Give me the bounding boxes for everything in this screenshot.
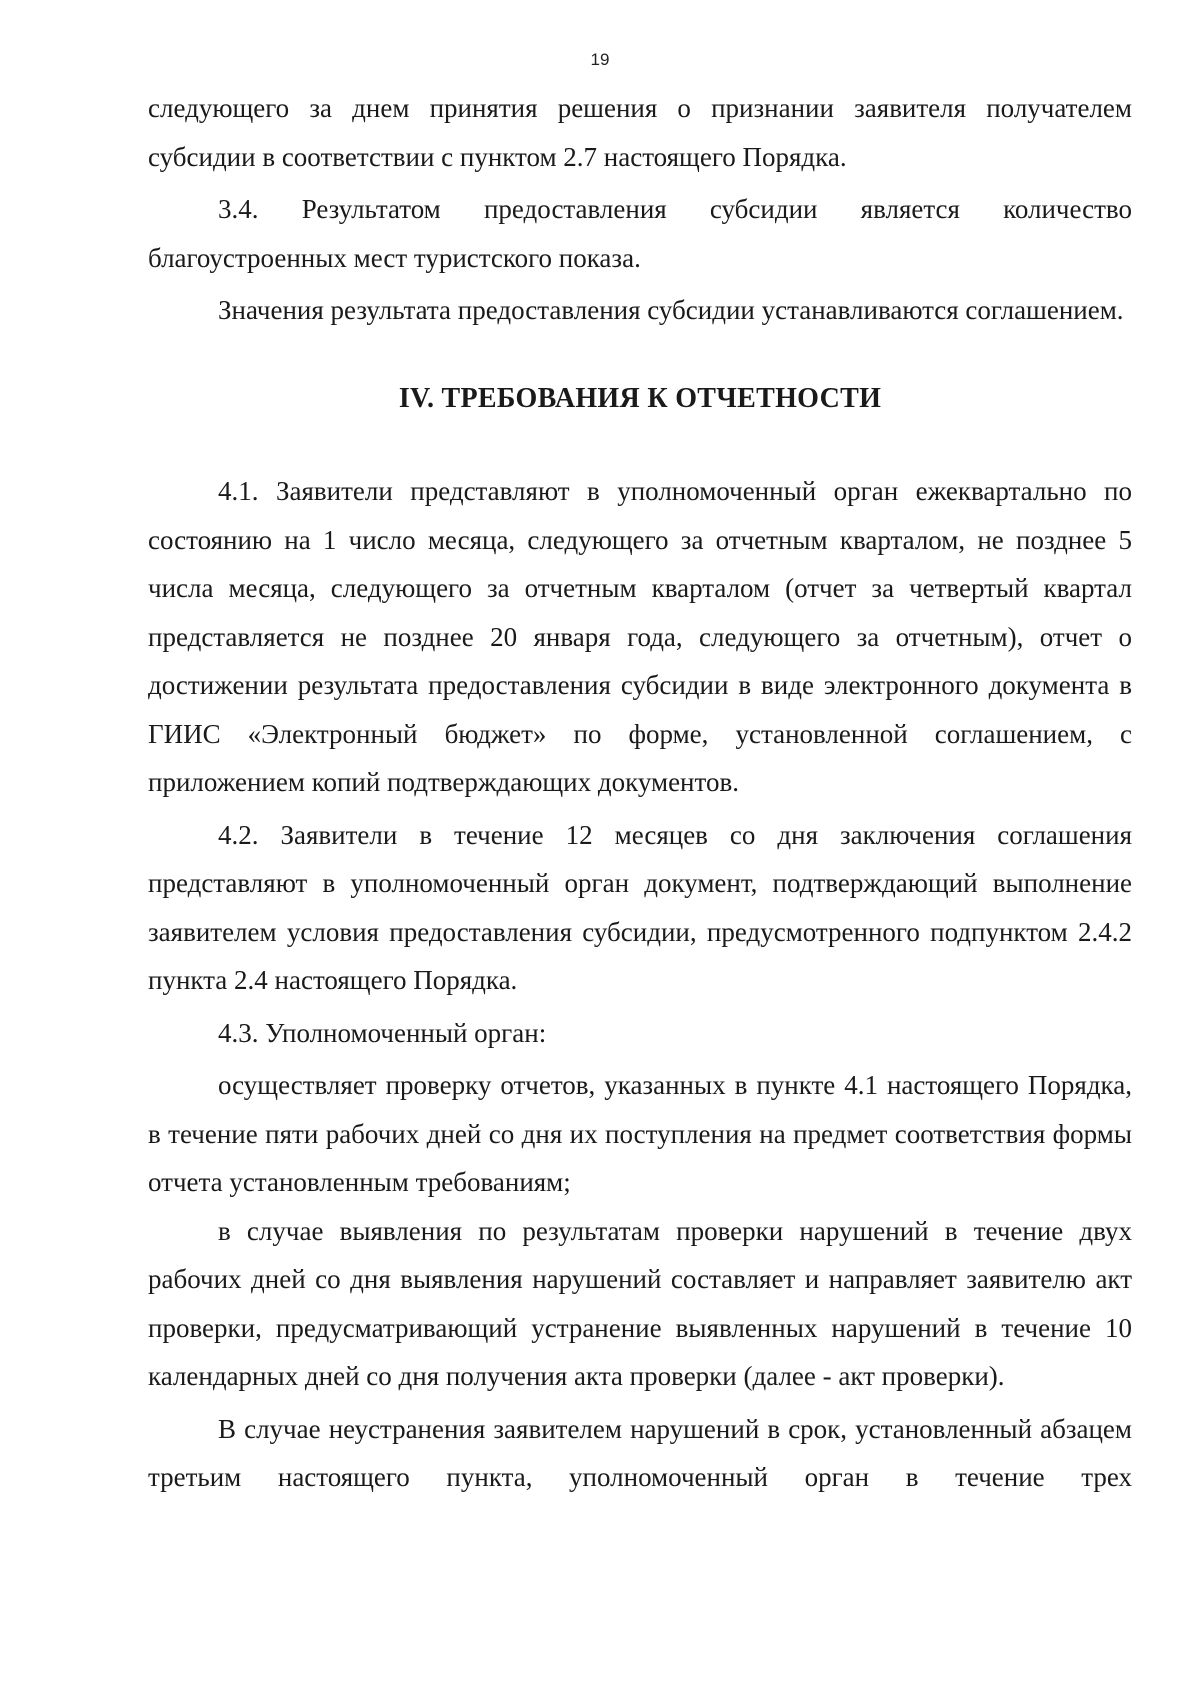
page-number: 19 <box>590 50 610 69</box>
paragraph-violations: в случае выявления по результатам проверки нарушений в течение двух рабочих дней со дня выявления нарушений составляет и направляет заявителю акт проверки, предусматривающий устранение выявленных нарушений в течение 10 календарных дней со дня получения акта проверки (далее - акт проверки). <box>148 1215 1132 1391</box>
document-body <box>148 84 1132 1502</box>
paragraph-continuation: следующего за днем принятия решения о признании заявителя получателем субсидии в соответствии с пунктом 2.7 настоящего Порядка. <box>148 93 1132 172</box>
paragraph-result-values: Значения результата предоставления субсидии устанавливаются соглашением. <box>218 295 1124 325</box>
paragraph-non-elimination: В случае неустранения заявителем нарушений в срок, установленный абзацем третьим настоящего пункта, уполномоченный орган в течение трех <box>148 1413 1132 1492</box>
paragraph-3-4: 3.4. Результатом предоставления субсидии является количество благоустроенных мест туристского показа. <box>148 194 1132 273</box>
paragraph-4-3: 4.3. Уполномоченный орган: <box>218 1017 547 1048</box>
section-heading: IV. ТРЕБОВАНИЯ К ОТЧЕТНОСТИ <box>398 382 882 414</box>
paragraph-4-1: 4.1. Заявители представляют в уполномоченный орган ежеквартально по состоянию на 1 число месяца, следующего за отчетным кварталом, не позднее 5 числа месяца, следующего за отчетным кварталом (отчет за четвертый квартал представляется не позднее 20 января года, следующего за отчетным), отчет о достижении результата предоставления субсидии в виде электронного документа в ГИИС «Электронный бюджет» по форме, установленной соглашением, с приложением копий подтверждающих документов. <box>148 476 1132 797</box>
paragraph-verification: осуществляет проверку отчетов, указанных в пункте 4.1 настоящего Порядка, в течение пяти рабочих дней со дня их поступления на предмет соответствия формы отчета установленным требованиям; <box>148 1070 1132 1197</box>
paragraph-4-2: 4.2. Заявители в течение 12 месяцев со дня заключения соглашения представляют в уполномоченный орган документ, подтверждающий выполнение заявителем условия предоставления субсидии, предусмотренного подпунктом 2.4.2 пункта 2.4 настоящего Порядка. <box>148 819 1132 995</box>
